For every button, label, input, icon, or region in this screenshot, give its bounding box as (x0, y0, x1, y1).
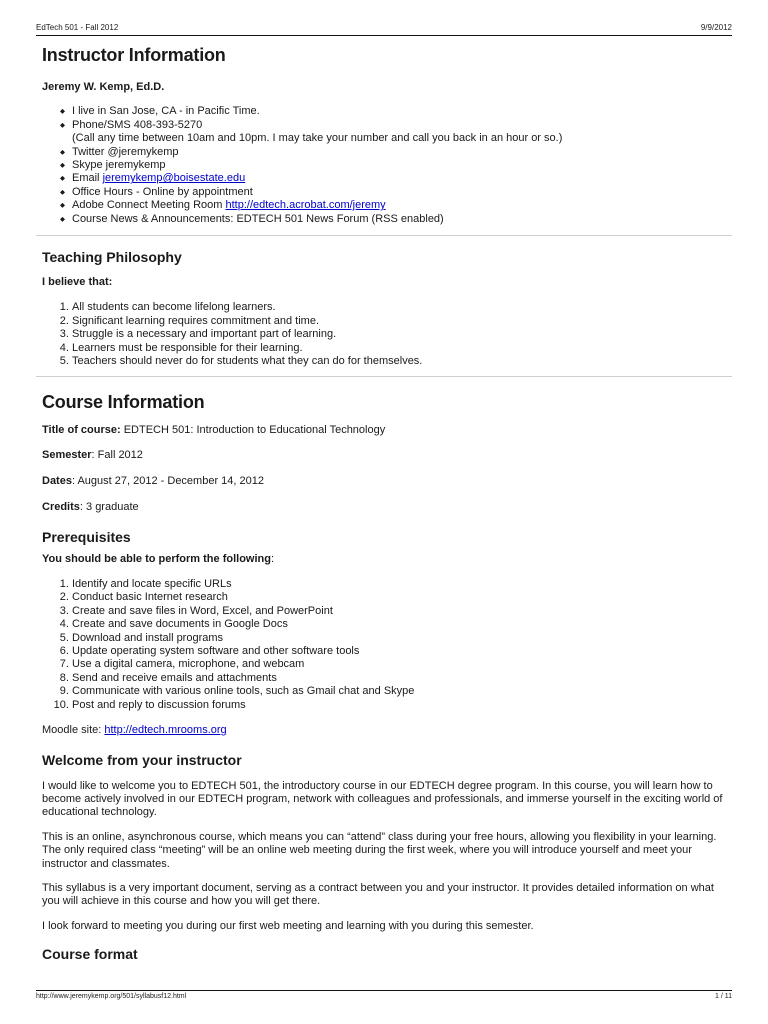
list-item: 6. Update operating system software and other software tools (72, 645, 726, 658)
email-link[interactable]: jeremykemp@boisestate.edu (102, 172, 246, 185)
welcome-paragraph-1: I would like to welcome you to EDTECH 501, the introductory course in our EDTECH degree program. In this course, you will learn how to become actively involved in our EDTECH program, network with colleagues and professionals, and immerse yourself in the exciting world of educational technology. (42, 779, 723, 819)
instructor-heading: Instructor Information (42, 45, 226, 65)
course-format-heading: Course format (42, 946, 138, 963)
list-item: 4. Create and save documents in Google Docs (72, 618, 726, 631)
list-item: 5. Teachers should never do for students what they can do for themselves. (72, 355, 726, 368)
header-doc-title: EdTech 501 - Fall 2012 (36, 23, 119, 32)
list-item: ◆ Email jeremykemp@boisestate.edu (72, 172, 726, 185)
list-item: 8. Send and receive emails and attachments (72, 672, 726, 685)
list-item: ◆ Course News & Announcements: EDTECH 501 News Forum (RSS enabled) (72, 213, 726, 226)
footer-url: http://www.jeremykemp.org/501/syllabusf12.html (36, 993, 187, 1000)
welcome-paragraph-2: This is an online, asynchronous course, which means you can “attend” class during your free hours, allowing you flexibility in your learning. The only required class “meeting” will be an online web meeting during the first week, where you will introduce yourself and meet your instructor and classmates. (42, 830, 717, 870)
footer-page-number: 1 / 11 (715, 993, 732, 1000)
prereq-lead: You should be able to perform the following: (42, 552, 275, 565)
adobe-connect-link[interactable]: http://edtech.acrobat.com/jeremy (225, 199, 386, 212)
list-item: 9. Communicate with various online tools, such as Gmail chat and Skype (72, 685, 726, 698)
credits-line: Credits: 3 graduate (42, 501, 139, 514)
prereq-list (42, 578, 726, 712)
list-item: ◆ Twitter @jeremykemp (72, 146, 726, 159)
instructor-info-list (42, 105, 726, 226)
course-heading: Course Information (42, 391, 205, 412)
prereq-heading: Prerequisites (42, 528, 131, 545)
document-body (42, 44, 726, 963)
page-header (36, 23, 732, 36)
semester-line: Semester: Fall 2012 (42, 449, 143, 462)
moodle-line: Moodle site: http://edtech.mrooms.org (42, 724, 227, 737)
section-divider (36, 376, 732, 377)
list-item: ◆ Adobe Connect Meeting Room http://edtech.acrobat.com/jeremy (72, 199, 726, 212)
course-title-line: Title of course: EDTECH 501: Introduction to Educational Technology (42, 423, 386, 436)
list-item: 10. Post and reply to discussion forums (72, 699, 726, 712)
list-item: 5. Download and install programs (72, 632, 726, 645)
list-item: 2. Conduct basic Internet research (72, 591, 726, 604)
list-item: 3. Struggle is a necessary and important part of learning. (72, 328, 726, 341)
list-item: ◆ Skype jeremykemp (72, 159, 726, 172)
welcome-paragraph-4: I look forward to meeting you during our first web meeting and learning with you during this semester. (42, 919, 534, 932)
section-divider (36, 235, 732, 236)
moodle-link[interactable]: http://edtech.mrooms.org (104, 724, 227, 737)
list-item: ◆ Office Hours - Online by appointment (72, 186, 726, 199)
philosophy-heading: Teaching Philosophy (42, 249, 182, 266)
philosophy-list (42, 301, 726, 368)
dates-line: Dates: August 27, 2012 - December 14, 2012 (42, 475, 264, 488)
header-date: 9/9/2012 (700, 23, 732, 32)
philosophy-lead: I believe that: (42, 276, 113, 289)
list-item: ◆ Phone/SMS 408-393-5270 (Call any time between 10am and 10pm. I may take your number and call you back in an hour or so.) (72, 119, 726, 146)
instructor-name: Jeremy W. Kemp, Ed.D. (42, 81, 165, 93)
welcome-heading: Welcome from your instructor (42, 751, 242, 768)
list-item: 3. Create and save files in Word, Excel, and PowerPoint (72, 605, 726, 618)
list-item: 7. Use a digital camera, microphone, and webcam (72, 658, 726, 671)
welcome-paragraph-3: This syllabus is a very important document, serving as a contract between you and your instructor. It provides detailed information on what you will achieve in this course and how you will get there. (42, 881, 714, 908)
list-item: 2. Significant learning requires commitment and time. (72, 315, 726, 328)
list-item: 4. Learners must be responsible for their learning. (72, 342, 726, 355)
list-item: 1. All students can become lifelong learners. (72, 301, 726, 314)
page-footer (36, 990, 732, 1003)
list-item: 1. Identify and locate specific URLs (72, 578, 726, 591)
phone-note: (Call any time between 10am and 10pm. I may take your number and call you back in an hour or so.) (72, 132, 563, 145)
list-item: ◆ I live in San Jose, CA - in Pacific Time. (72, 105, 726, 118)
